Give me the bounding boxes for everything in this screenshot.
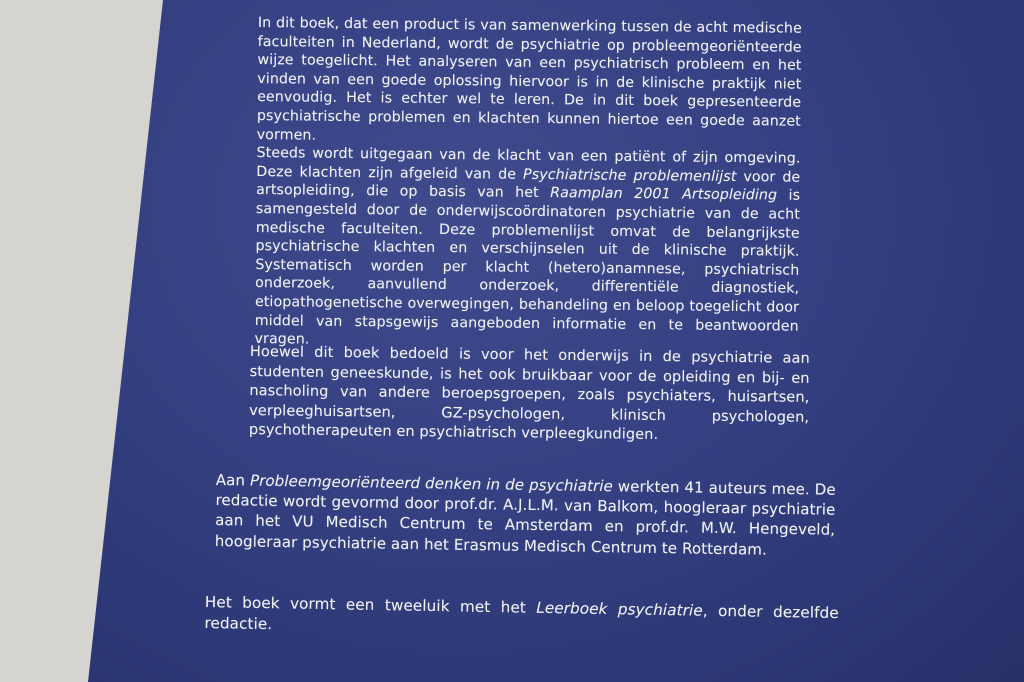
text-run: werkten 41 auteurs mee. De redactie wordt gevormd door prof.dr. A.J.L.M. van Balkom, hoogleraar psychiatrie aan het VU Medisch Centrum te Amsterdam en prof.dr. M.W. Hengeveld, hoogleraar psychiatrie aan het Erasmus Medisch Centrum te Rotterdam.	[214, 477, 836, 559]
paragraph-intro-part1: In dit boek, dat een product is van samenwerking tussen de acht medische faculteiten in Nederland, wordt de psychiatrie op probleemgeoriënteerde wijze toegelicht. Het analyseren van een psychiatrisch probleem en het vinden van een goede oplossing hiervoor is in de klinische praktijk niet eenvoudig. Het is echter wel te leren. De in dit boek gepresenteerde psychiatrische problemen en klachten kunnen hiertoe een goede aanzet vormen.	[256, 14, 802, 144]
paragraph-editors	[215, 470, 836, 561]
companion-title: Leerboek psychiatrie	[536, 598, 703, 620]
paragraph-intro	[254, 14, 801, 354]
paragraph-audience	[249, 343, 810, 448]
text-run: is samengesteld door de onderwijscoördinatoren psychiatrie van de acht medische faculteiten. Deze problemenlijst omvat de belangrijkste psychiatrische klachten en verschijnselen uit de klinische praktijk. Systematisch worden per klacht (hetero)anamnese, psychiatrisch onderzoek, aanvullend onderzoek, differentiële diagnostiek, etiopathogenetische overwegingen, behandeling en beloop toegelicht door middel van stapsgewijs aangeboden informatie en te beantwoorden vragen.	[254, 187, 801, 348]
paragraph-intro-part2	[254, 144, 800, 354]
paragraph-audience-text: Hoewel dit boek bedoeld is voor het onderwijs in de psychiatrie aan studenten geneeskunde, is het ook bruikbaar voor de opleiding en bij- en nascholing van andere beroepsgroepen, zoals psychiaters, huisartsen, verpleeghuisartsen, GZ-psychologen, klinisch psychologen, psychotherapeuten en psychiatrisch verpleegkundigen.	[248, 343, 810, 444]
text-run: , onder dezelfde redactie.	[204, 601, 839, 634]
text-run: Het boek vormt een tweeluik met het	[204, 592, 537, 617]
paragraph-editors-text	[215, 470, 836, 561]
text-run: Steeds wordt uitgegaan van de klacht van een patiënt of zijn omgeving. Deze klachten zijn afgeleid van de	[256, 145, 801, 183]
title-raamplan: Raamplan 2001 Artsopleiding	[550, 185, 778, 204]
title-problemenlijst: Psychiatrische problemenlijst	[523, 166, 737, 185]
book-title: Probleemgeoriënteerd denken in de psychiatrie	[249, 471, 614, 496]
text-run: Aan	[215, 470, 251, 490]
text-run: voor de artsopleiding, die op basis van het	[256, 168, 801, 202]
